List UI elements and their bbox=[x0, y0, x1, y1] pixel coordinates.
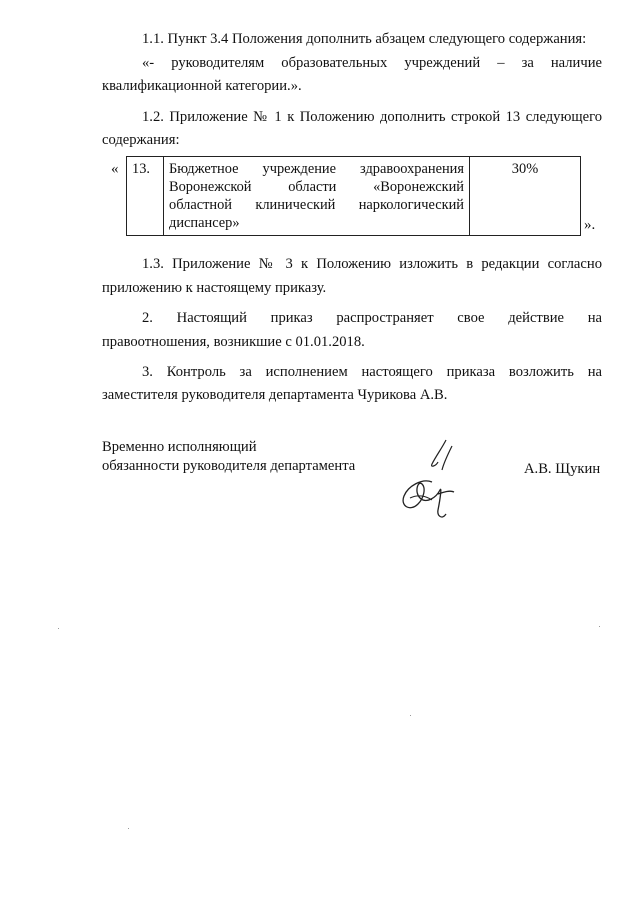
paragraph-1-3-line-1: 1.3. Приложение № 3 к Положению изложить в редакции согласно bbox=[142, 256, 602, 272]
paragraph-3-line-2: заместителя руководителя департамента Чурикова А.В. bbox=[102, 387, 448, 403]
institution-name-line-1: Бюджетное учреждение здравоохранения bbox=[169, 161, 464, 177]
paragraph-1-2-line-2: содержания: bbox=[102, 132, 180, 148]
appendix-table bbox=[126, 156, 581, 236]
paragraph-2-line-2: правоотношения, возникшие с 01.01.2018. bbox=[102, 334, 365, 350]
paragraph-quote-1 bbox=[102, 52, 602, 75]
scan-speck bbox=[58, 628, 59, 629]
quote-1-line-2: квалификационной категории.». bbox=[102, 78, 302, 94]
paragraph-2-line-1: 2. Настоящий приказ распространяет свое действие на bbox=[142, 310, 602, 326]
paragraph-3-line-1: 3. Контроль за исполнением настоящего приказа возложить на bbox=[142, 364, 602, 380]
paragraph-2 bbox=[102, 307, 602, 330]
paragraph-3-cont bbox=[102, 384, 602, 407]
table-close-quote: ». bbox=[584, 217, 596, 233]
paragraph-quote-1-cont bbox=[102, 75, 602, 98]
handwritten-signature bbox=[392, 438, 466, 524]
signatory-title-line-1: Временно исполняющий bbox=[102, 439, 257, 455]
quote-1-line-1: «- руководителям образовательных учреждений – за наличие bbox=[142, 55, 602, 71]
paragraph-1-1-text: 1.1. Пункт 3.4 Положения дополнить абзацем следующего содержания: bbox=[142, 31, 587, 47]
table-row bbox=[127, 157, 581, 236]
scan-speck bbox=[128, 828, 129, 829]
paragraph-1-2-line-1: 1.2. Приложение № 1 к Положению дополнить строкой 13 следующего bbox=[142, 109, 602, 125]
paragraph-1-2 bbox=[102, 106, 602, 129]
row-percent: 30% bbox=[470, 157, 581, 236]
table-open-quote: « bbox=[111, 161, 119, 177]
paragraph-1-2-cont bbox=[102, 129, 602, 152]
paragraph-3 bbox=[102, 361, 602, 384]
institution-name-line-3: областной клинический наркологический bbox=[169, 197, 464, 213]
paragraph-2-cont bbox=[102, 331, 602, 354]
institution-name bbox=[164, 157, 470, 236]
row-number: 13. bbox=[127, 157, 164, 236]
institution-name-line-2: Воронежской области «Воронежский bbox=[169, 179, 464, 195]
institution-name-line-4: диспансер» bbox=[169, 215, 240, 231]
signatory-name: А.В. Щукин bbox=[524, 461, 601, 477]
paragraph-1-3 bbox=[102, 253, 602, 276]
signatory-title bbox=[102, 438, 355, 476]
scan-speck bbox=[599, 626, 600, 627]
paragraph-1-3-line-2: приложению к настоящему приказу. bbox=[102, 280, 327, 296]
paragraph-1-3-cont bbox=[102, 277, 602, 300]
signatory-title-line-2: обязанности руководителя департамента bbox=[102, 458, 356, 474]
paragraph-1-1 bbox=[102, 28, 602, 51]
scan-speck bbox=[410, 715, 411, 716]
